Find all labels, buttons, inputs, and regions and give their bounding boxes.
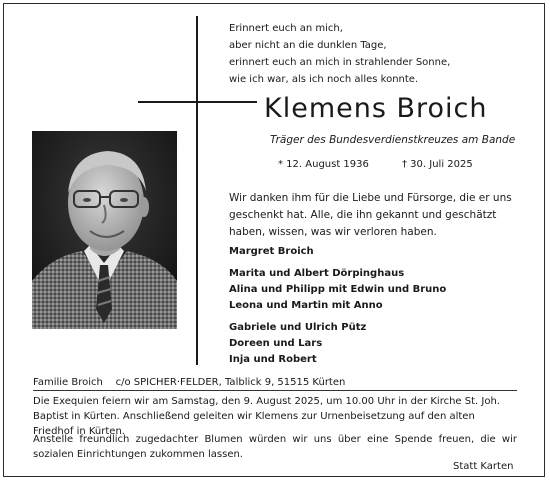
funeral-text: Die Exequien feiern wir am Samstag, den 9. August 2025, um 10.00 Uhr in der Kirche St. Joh. Baptist in Kürten. Anschließend geleiten wir Klemens zur Urnenbeisetzung auf den alten Friedhof in Kürten. (33, 396, 500, 437)
family-member: Doreen und Lars (229, 338, 323, 349)
sender-address: c/o SPICHER·FELDER, Talblick 9, 51515 Kürten (115, 377, 346, 388)
family-member: Gabriele und Ulrich Pütz (229, 322, 367, 333)
poem-line: erinnert euch an mich in strahlender Sonne, (229, 57, 451, 68)
sender-family: Familie Broich (33, 377, 103, 388)
thanks-text: Wir danken ihm für die Liebe und Fürsorge, die er uns geschenkt hat. Alle, die ihn gekannt und geschätzt haben, wissen, was wir verloren haben. (229, 192, 512, 238)
birth-date: * 12. August 1936 (278, 159, 369, 170)
family-member: Leona und Martin mit Anno (229, 300, 383, 311)
poem-line: wie ich war, als ich noch alles konnte. (229, 74, 419, 85)
family-member: Alina und Philipp mit Edwin und Bruno (229, 284, 447, 295)
family-member: Margret Broich (229, 246, 314, 257)
death-date: † 30. Juli 2025 (402, 159, 473, 170)
closing-note: Statt Karten (453, 461, 514, 472)
portrait-photo (32, 131, 177, 329)
flowers-text: Anstelle freundlich zugedachter Blumen würden wir uns über eine Spende freuen, die wir sozialen Einrichtungen zukommen lassen. (33, 434, 517, 460)
divider (33, 390, 517, 391)
family-list (229, 244, 446, 374)
family-member: Inja und Robert (229, 354, 317, 365)
sender-line (33, 377, 345, 388)
poem-line: Erinnert euch an mich, (229, 23, 343, 34)
family-member: Marita und Albert Dörpinghaus (229, 268, 405, 279)
poem-line: aber nicht an die dunklen Tage, (229, 40, 387, 51)
family-group (229, 266, 446, 314)
cross-horizontal (138, 101, 257, 103)
deceased-name: Klemens Broich (264, 93, 488, 124)
family-group (229, 320, 446, 368)
cross-vertical (196, 16, 198, 365)
honor-title: Träger des Bundesverdienstkreuzes am Bande (270, 134, 516, 146)
poem (229, 20, 489, 88)
family-group (229, 244, 446, 260)
